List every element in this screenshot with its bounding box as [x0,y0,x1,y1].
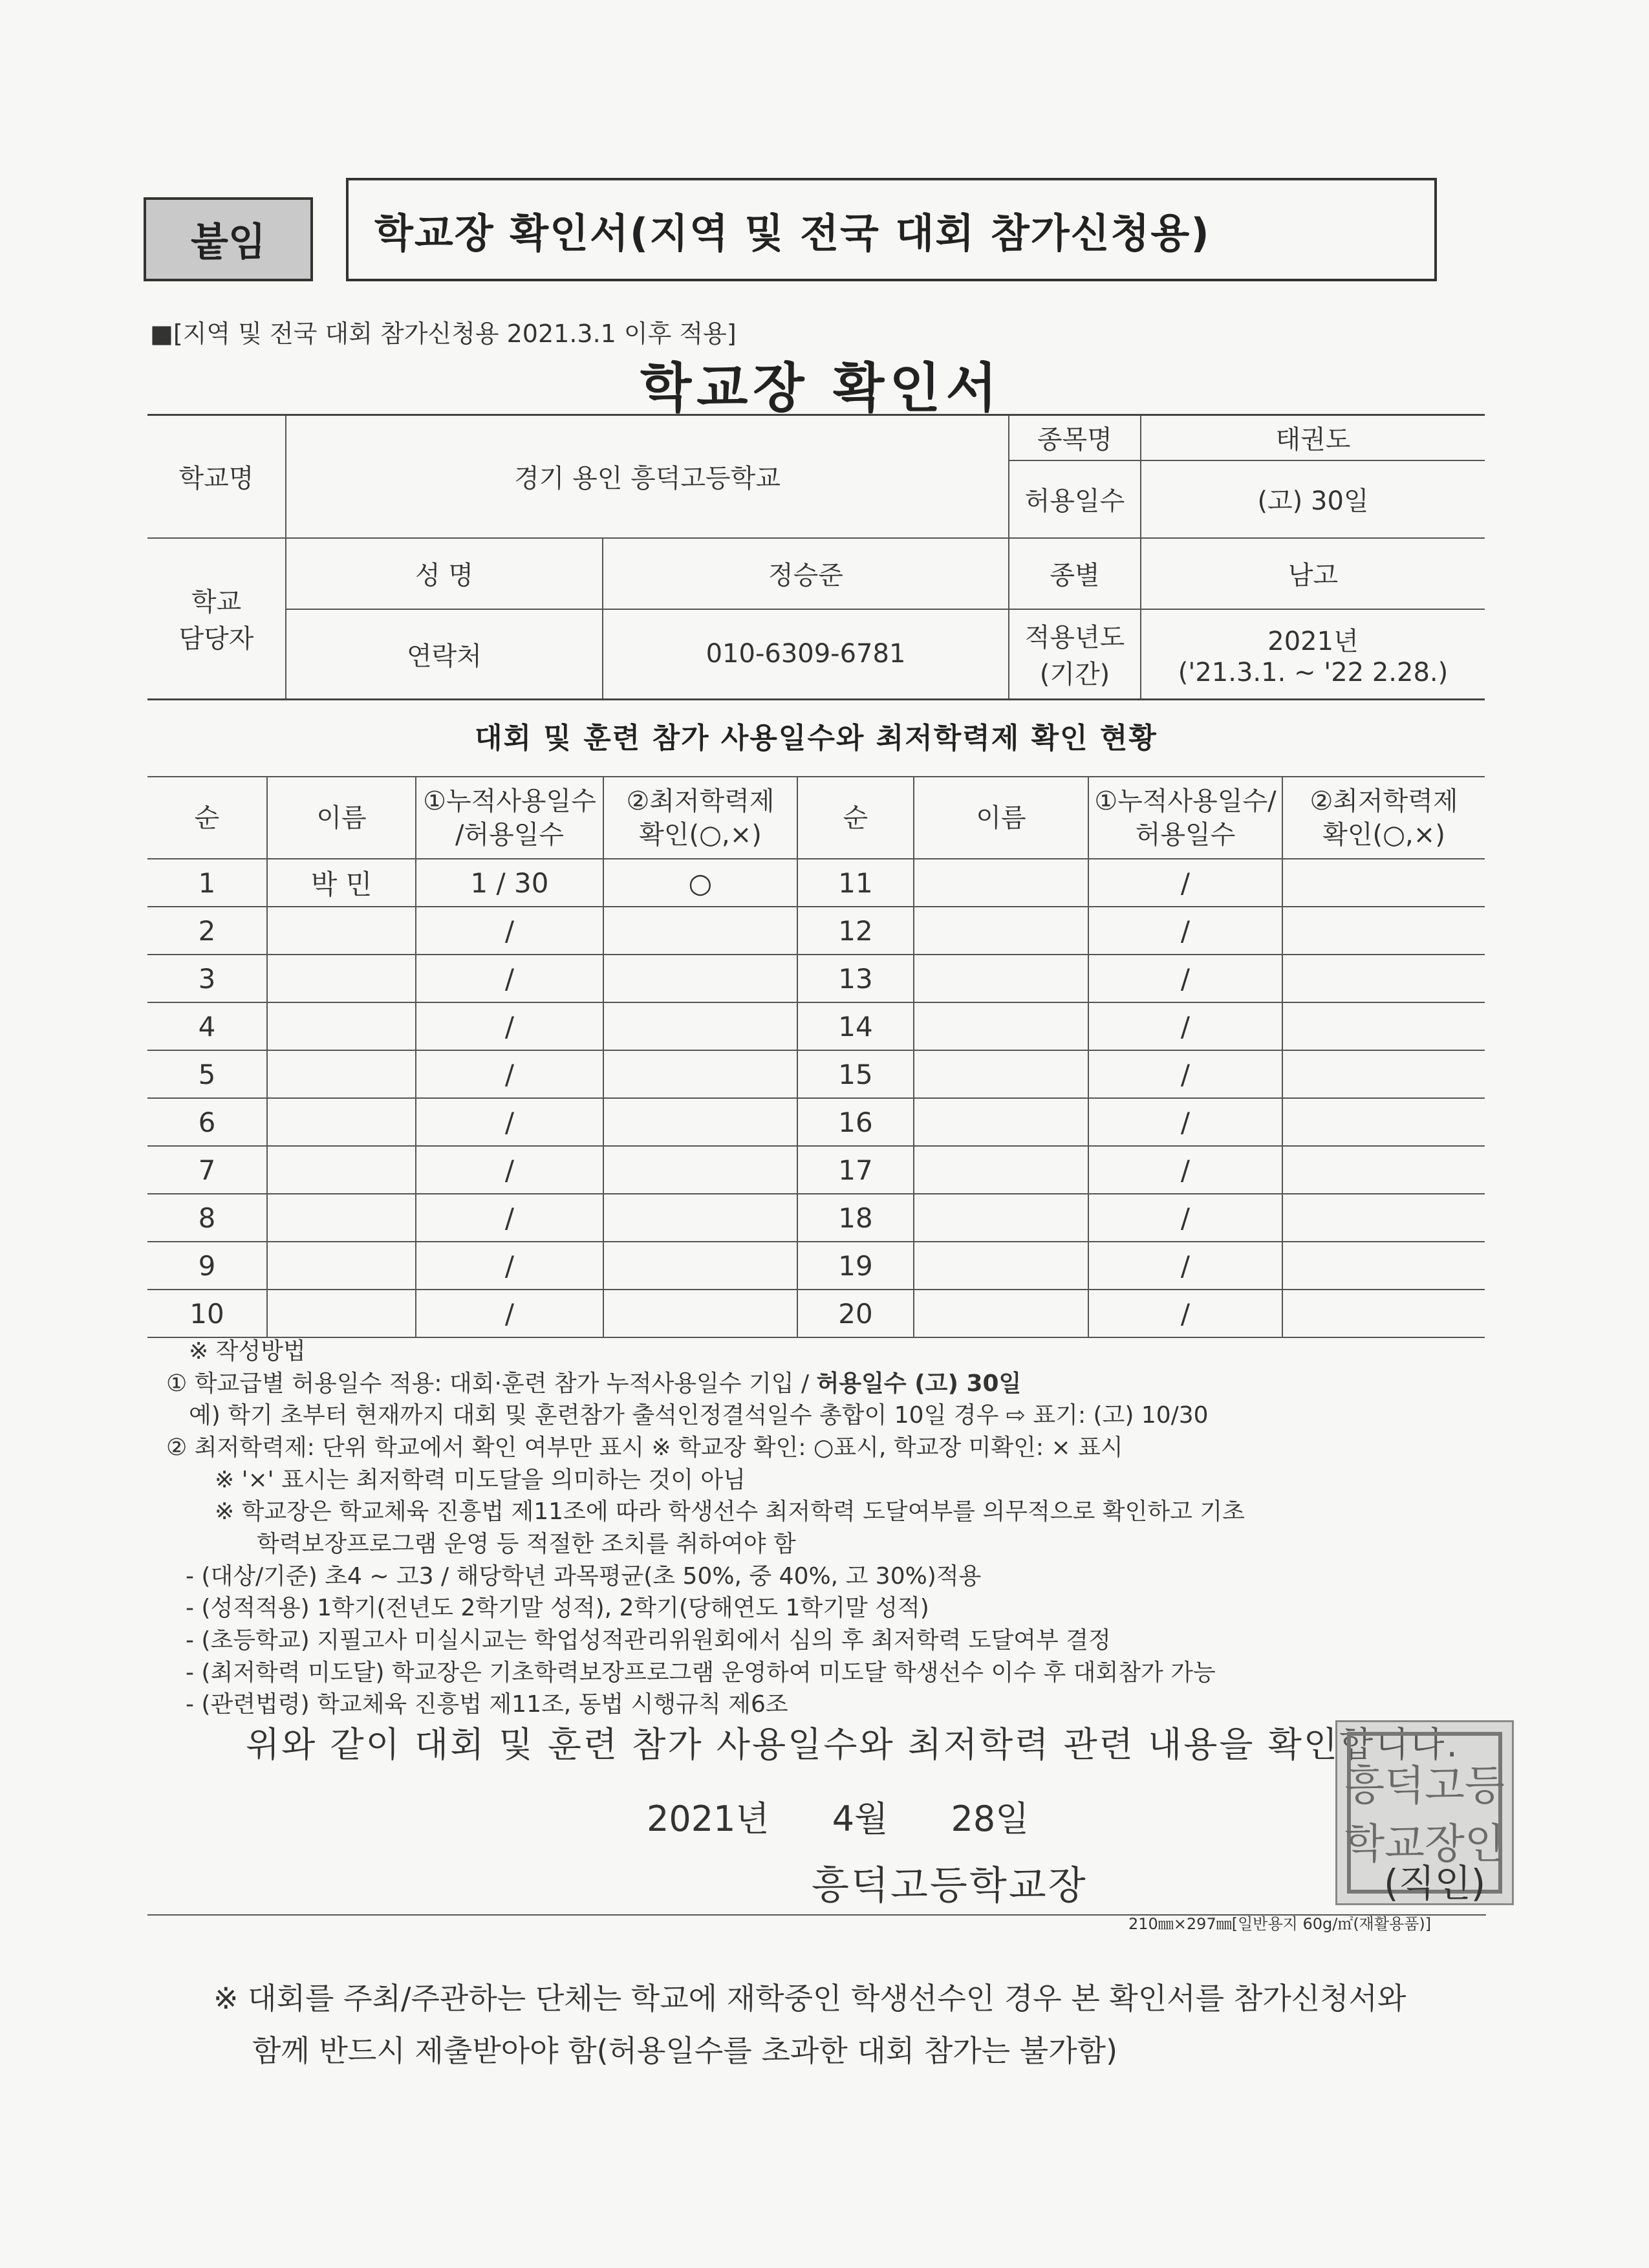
allowed-days-label: 허용일수 [1009,460,1141,538]
instructions-title: ※ 작성방법 [189,1338,306,1365]
used-days: / [416,1002,603,1050]
col-header-min-right-line2: 확인(○,×) [1322,819,1445,850]
min-academic-check [1282,955,1485,1002]
min-academic-check [603,1242,797,1290]
period-value [1141,609,1485,700]
min-academic-check [603,1290,797,1337]
table-row [147,1194,1485,1242]
table-row [147,1242,1485,1290]
principal-title: 흥덕고등학교장 [812,1863,1088,1908]
main-title: 학교장 확인서 [640,358,1002,419]
instructions-line1-b: 허용일수 (고) 30일 [816,1370,1022,1397]
table-row [147,1290,1485,1337]
period-value-year: 2021년 [1267,626,1359,656]
athlete-name [914,1194,1088,1242]
used-days: / [1088,955,1282,1002]
instructions-line: - (관련법령) 학교체육 진흥법 제11조, 동법 시행규칙 제6조 [186,1691,788,1718]
period-label-line2: (기간) [1039,660,1110,690]
instructions-line: ② 최저학력제: 단위 학교에서 확인 여부만 표시 ※ 학교장 확인: ○표시, 학교장 미확인: × 표시 [166,1434,1123,1462]
category-label: 종별 [1009,538,1141,609]
min-academic-check [1282,1098,1485,1146]
col-header-min-line2: 확인(○,×) [639,819,762,850]
submission-note-line2: 함께 반드시 제출받아야 함(허용일수를 초과한 대회 참가는 불가함) [252,2033,1118,2068]
col-header-days [416,777,603,859]
row-number: 10 [147,1290,267,1337]
used-days: / [416,907,603,955]
instructions-line: - (대상/기준) 초4 ~ 고3 / 해당학년 과목평균(초 50%, 중 40%, 고 30%)적용 [186,1562,982,1590]
row-number: 20 [797,1290,914,1337]
min-academic-check [1282,859,1485,907]
min-academic-check [1282,1290,1485,1337]
col-header-days-right-line2: 허용일수 [1135,819,1236,850]
table-row [147,859,1485,907]
row-number: 3 [147,955,267,1002]
seal-label: (직인) [1384,1861,1486,1905]
period-value-range: ('21.3.1. ~ '22 2.28.) [1178,657,1449,687]
athlete-name [914,1002,1088,1050]
row-number: 11 [797,859,914,907]
row-number: 6 [147,1098,267,1146]
school-name-value: 경기 용인 흥덕고등학교 [286,415,1009,538]
min-academic-check [1282,907,1485,955]
row-number: 8 [147,1194,267,1242]
instructions-line: 학력보장프로그램 운영 등 적절한 조치를 취하여야 함 [257,1531,796,1558]
document-heading-text: 학교장 확인서(지역 및 전국 대회 참가신청용) [374,209,1211,257]
row-number: 13 [797,955,914,1002]
instructions-line [166,1368,1245,1400]
seal-text-top: 흥덕고등 [1344,1762,1505,1810]
athlete-name [267,1290,416,1337]
col-header-min-right [1282,777,1485,859]
athlete-name [267,907,416,955]
athlete-name [267,1194,416,1242]
col-header-days-line2: /허용일수 [455,819,565,850]
row-number: 19 [797,1242,914,1290]
issue-month: 4월 [832,1798,889,1839]
athlete-name [914,955,1088,1002]
used-days: / [416,1050,603,1098]
col-header-min-line1: ②최저학력제 [626,786,775,816]
school-name-label: 학교명 [147,415,286,538]
used-days: / [416,1290,603,1337]
used-days: / [416,955,603,1002]
athlete-name [914,1290,1088,1337]
table-row [147,955,1485,1002]
issue-year: 2021년 [647,1798,770,1839]
used-days: / [1088,1098,1282,1146]
col-header-name-right: 이름 [914,777,1088,859]
issue-day: 28일 [951,1798,1029,1839]
athlete-name [267,1098,416,1146]
col-header-days-line1: ①누적사용일수 [423,786,596,816]
used-days: / [1088,1242,1282,1290]
school-info-table [147,414,1485,700]
event-label: 종목명 [1009,415,1141,460]
used-days: / [1088,1194,1282,1242]
applicability-note: ■[지역 및 전국 대회 참가신청용 2021.3.1 이후 적용] [150,319,737,348]
paper-spec: 210㎜×297㎜[일반용지 60g/㎡(재활용품)] [1128,1915,1432,1933]
min-academic-check [1282,1194,1485,1242]
used-days: / [1088,1002,1282,1050]
used-days: / [1088,1290,1282,1337]
athlete-name [267,1050,416,1098]
col-header-min-right-line1: ②최저학력제 [1310,786,1458,816]
row-number: 1 [147,859,267,907]
instructions-line: - (성적적용) 1학기(전년도 2학기말 성적), 2학기(당해연도 1학기말 성적) [186,1595,929,1622]
contact-value: 010-6309-6781 [603,609,1009,700]
athlete-name [914,907,1088,955]
athlete-name: 박 민 [267,859,416,907]
status-heading: 대회 및 훈련 참가 사용일수와 최저학력제 확인 현황 [475,722,1158,755]
period-label [1009,609,1141,700]
row-number: 2 [147,907,267,955]
table-row [147,1146,1485,1194]
min-academic-check [603,907,797,955]
issue-date [647,1791,1081,1841]
allowed-days-value: (고) 30일 [1141,460,1485,538]
col-header-days-right-line1: ①누적사용일수/ [1094,786,1277,816]
row-number: 18 [797,1194,914,1242]
used-days: / [1088,907,1282,955]
col-header-days-right [1088,777,1282,859]
used-days: / [1088,1146,1282,1194]
min-academic-check [1282,1242,1485,1290]
min-academic-check [603,1050,797,1098]
instructions-line: 예) 학기 초부터 현재까지 대회 및 훈련참가 출석인정결석일수 총합이 10일 경우 ⇨ 표기: (고) 10/30 [189,1402,1209,1429]
min-academic-check [603,955,797,1002]
row-number: 16 [797,1098,914,1146]
instructions-line1-a: ① 학교급별 허용일수 적용: 대회·훈련 참가 누적사용일수 기입 / [166,1370,817,1397]
instructions-line: ※ '×' 표시는 최저학력 미도달을 의미하는 것이 아님 [215,1466,746,1493]
row-number: 17 [797,1146,914,1194]
table-row [147,1002,1485,1050]
manager-label-line1: 학교 [191,587,242,618]
min-academic-check [603,1002,797,1050]
athlete-name [267,1146,416,1194]
submission-note-line1: ※ 대회를 주최/주관하는 단체는 학교에 재학중인 학생선수인 경우 본 확인서를 참가신청서와 [213,1981,1406,2016]
person-name-label: 성 명 [286,538,603,609]
min-academic-check [603,1194,797,1242]
instructions-line: - (최저학력 미도달) 학교장은 기초학력보장프로그램 운영하여 미도달 학생선수 이수 후 대회참가 가능 [186,1659,1216,1686]
attachment-tag [144,197,313,281]
confirmation-statement: 위와 같이 대회 및 훈련 참가 사용일수와 최저학력 관련 내용을 확인합니다. [246,1724,1460,1765]
min-academic-check [1282,1050,1485,1098]
athlete-name [267,1002,416,1050]
athlete-name [267,1242,416,1290]
instructions-line: - (초등학교) 지필고사 미실시교는 학업성적관리위원회에서 심의 후 최저학력 도달여부 결정 [186,1627,1111,1654]
category-value: 남고 [1141,538,1485,609]
row-number: 15 [797,1050,914,1098]
row-number: 7 [147,1146,267,1194]
athlete-name [914,1146,1088,1194]
col-header-no-right: 순 [797,777,914,859]
min-academic-check [603,1098,797,1146]
contact-label: 연락처 [286,609,603,700]
athlete-status-table [147,776,1485,1338]
instructions-line: ※ 학교장은 학교체육 진흥법 제11조에 따라 학생선수 최저학력 도달여부를 의무적으로 확인하고 기초 [215,1498,1245,1526]
used-days: 1 / 30 [416,859,603,907]
row-number: 9 [147,1242,267,1290]
table-row [147,1050,1485,1098]
document-heading [346,178,1437,281]
min-academic-check: ○ [603,859,797,907]
col-header-min [603,777,797,859]
min-academic-check [1282,1002,1485,1050]
athlete-name [914,1242,1088,1290]
period-label-line1: 적용년도 [1024,623,1125,653]
event-value: 태권도 [1141,415,1485,460]
seal-text-bottom: 학교장인 [1344,1820,1505,1868]
used-days: / [1088,859,1282,907]
used-days: / [416,1194,603,1242]
athlete-name [267,955,416,1002]
row-number: 12 [797,907,914,955]
min-academic-check [1282,1146,1485,1194]
col-header-name: 이름 [267,777,416,859]
attachment-tag-label: 붙임 [191,220,266,265]
manager-label [147,538,286,700]
table-row [147,1098,1485,1146]
used-days: / [416,1098,603,1146]
athlete-name [914,859,1088,907]
min-academic-check [603,1146,797,1194]
row-number: 4 [147,1002,267,1050]
row-number: 14 [797,1002,914,1050]
used-days: / [416,1146,603,1194]
used-days: / [416,1242,603,1290]
manager-label-line2: 담당자 [178,624,254,654]
instructions [166,1335,1245,1721]
submission-note [213,1972,1406,2077]
col-header-no: 순 [147,777,267,859]
used-days: / [1088,1050,1282,1098]
row-number: 5 [147,1050,267,1098]
athlete-name [914,1050,1088,1098]
person-name-value: 정승준 [603,538,1009,609]
table-row [147,907,1485,955]
athlete-name [914,1098,1088,1146]
